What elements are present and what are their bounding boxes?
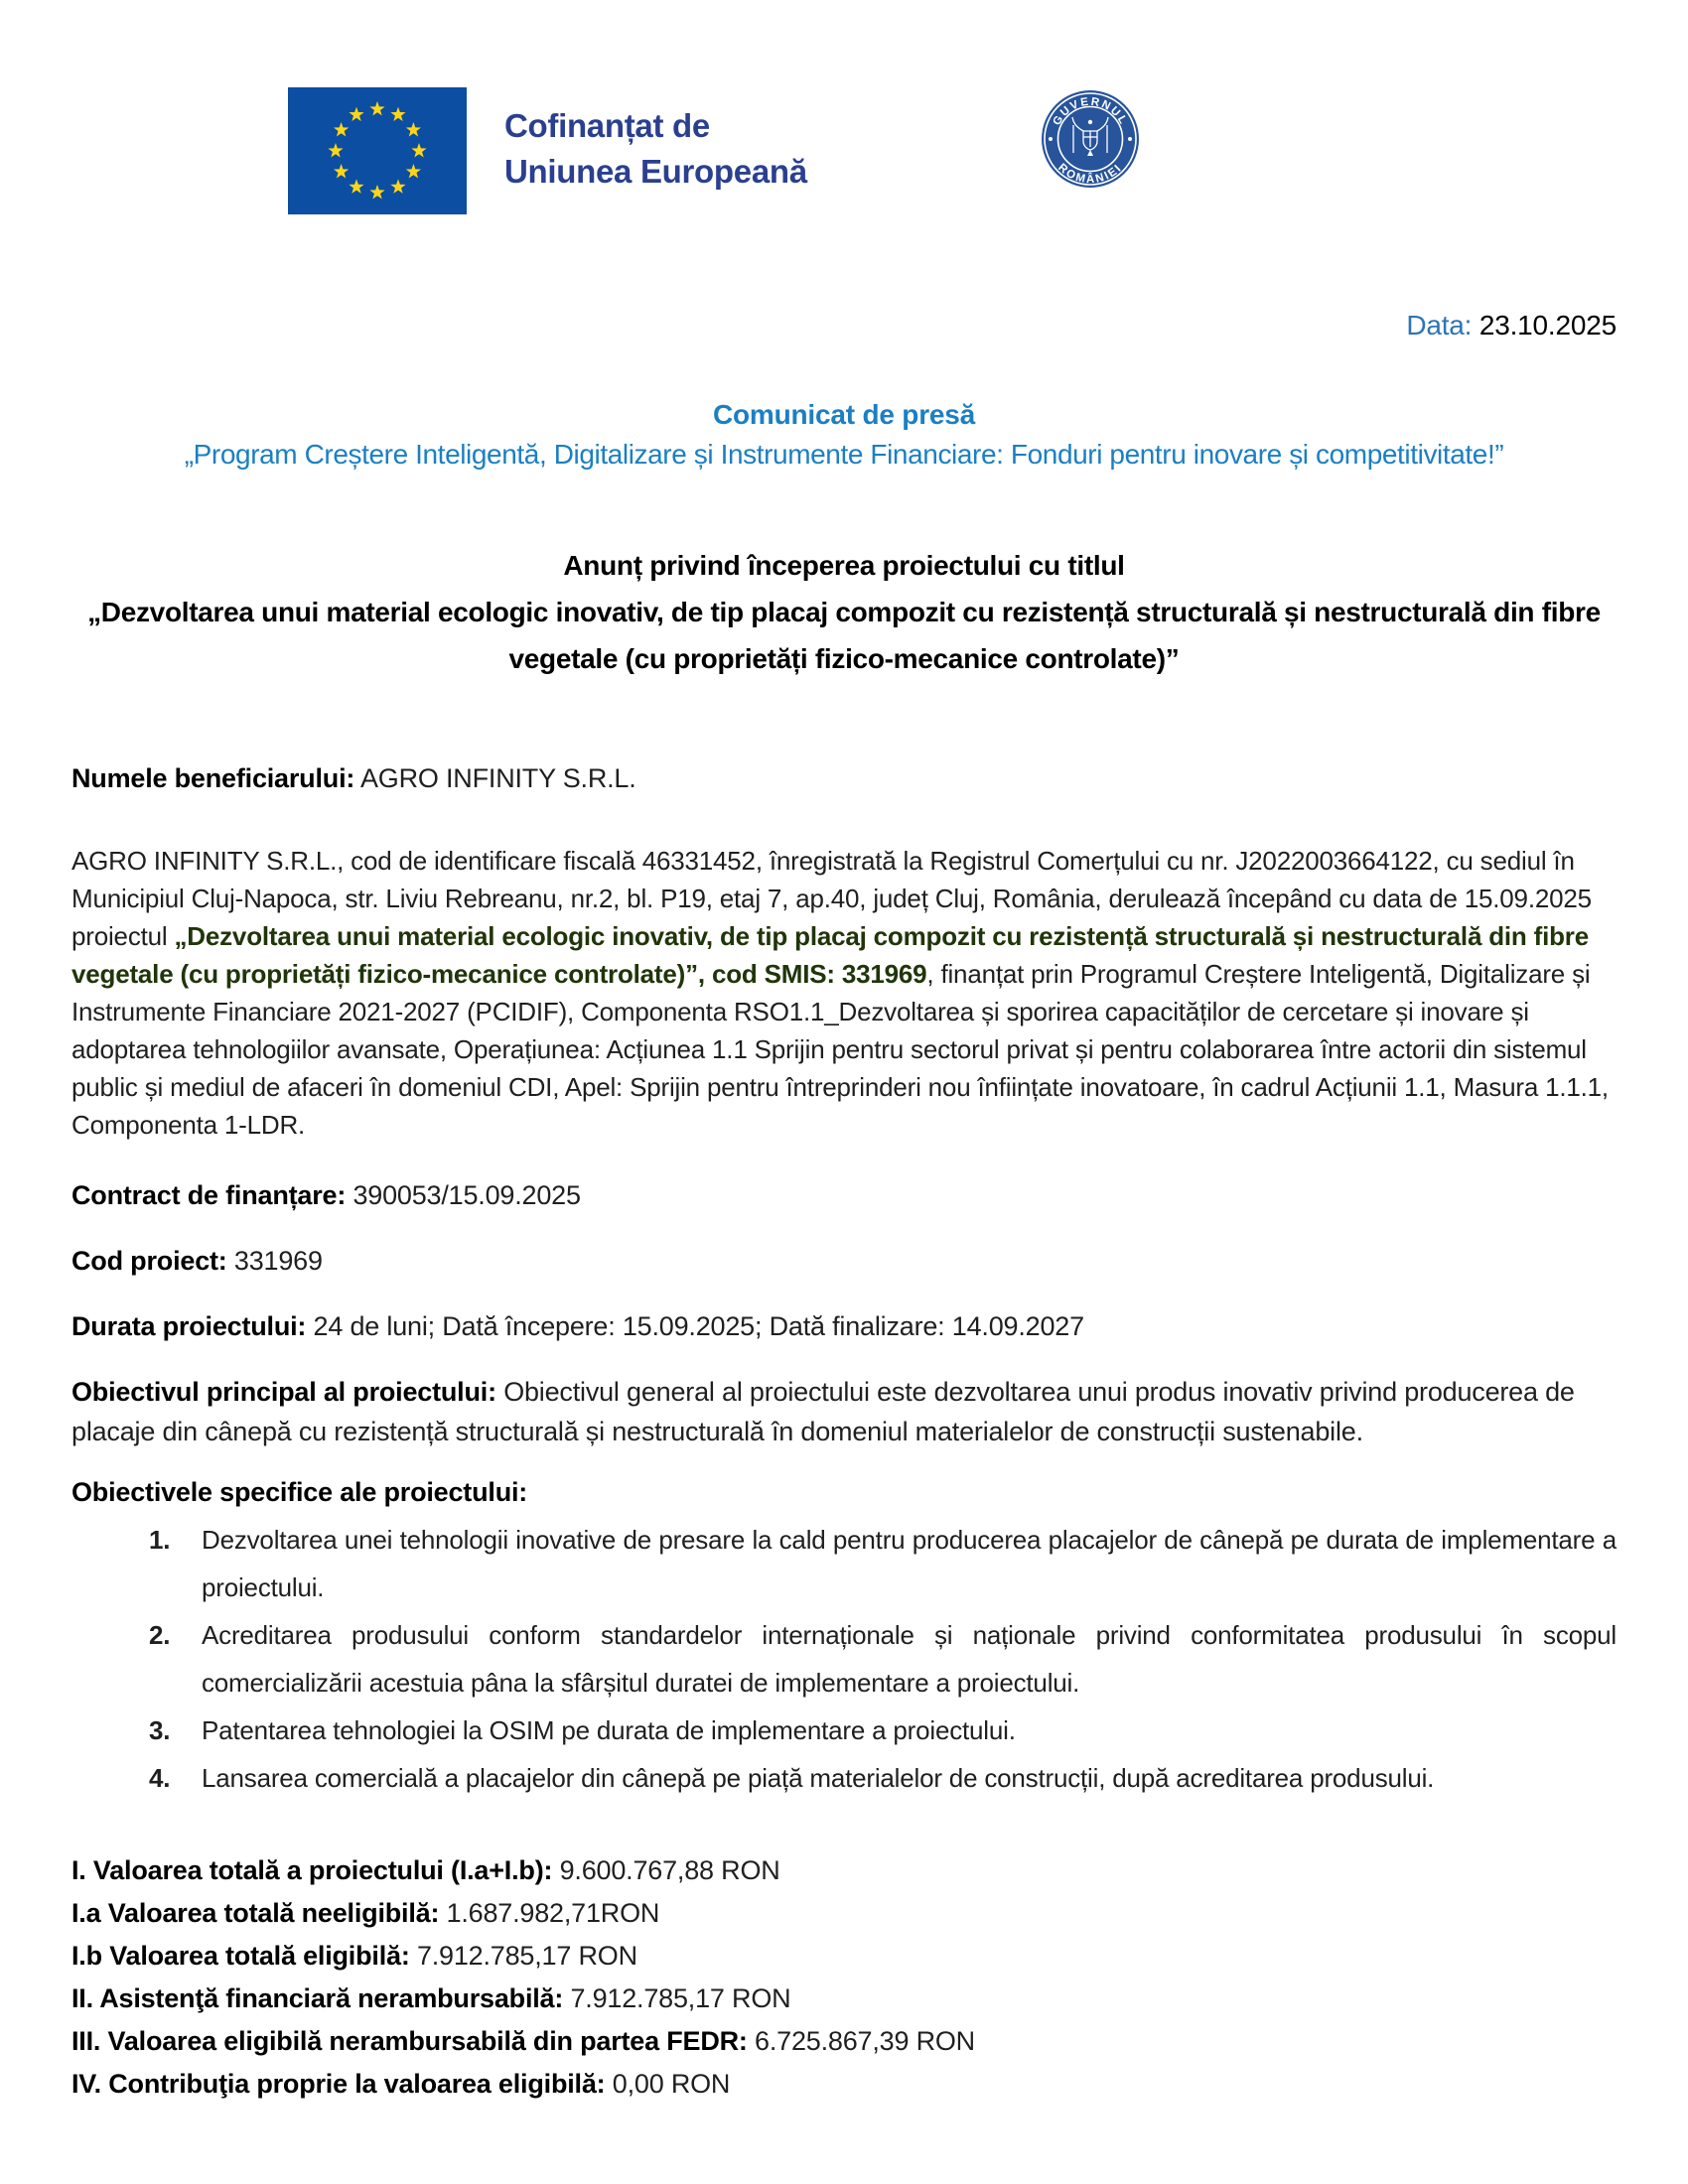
program-subheading: „Program Creștere Inteligentă, Digitalizare și Instrumente Financiare: Fonduri pentru inovare și competitivitate!”: [184, 439, 1504, 470]
intro-paragraph: [71, 842, 1617, 1144]
financial-label-total: I. Valoarea totală a proiectului (I.a+I.b):: [71, 1855, 553, 1885]
objective-text-2: Acreditarea produsului conform standardelor internaționale și naționale privind conformitatea produsului în scopul comercializării acestuia pâna la sfârșitul duratei de implementare a proiectului.: [202, 1620, 1617, 1698]
date-line: [71, 310, 1617, 341]
title-line-1: Anunț privind începerea proiectului cu titlul: [563, 550, 1125, 581]
beneficiary-value: AGRO INFINITY S.R.L.: [359, 763, 636, 793]
date-value: 23.10.2025: [1478, 310, 1617, 341]
financial-row-noneligible: [71, 1892, 1617, 1935]
financial-row-grant: [71, 1978, 1617, 2020]
project-code-row: [71, 1241, 1617, 1281]
financial-value-grant: 7.912.785,17 RON: [570, 1983, 791, 2013]
financial-row-total: [71, 1849, 1617, 1892]
duration-label: Durata proiectului:: [71, 1311, 307, 1341]
intro-text-2: , finanțat prin Programul Creștere Inteligentă, Digitalizare și Instrumente Financiare 2021-2027 (PCIDIF), Componenta RSO1.1_Dezvoltarea și sporirea capacităților de cercetare și inovare și adoptarea tehnologiilor avansate, Operațiunea: Acțiunea 1.1 Sprijin pentru sectorul privat și pentru colaborarea între actorii din sistemul public și mediul de afaceri în domeniul CDI, Apel: Sprijin pentru întreprinderi nou înființate inovatoare, în cadrul Acțiunii 1.1, Masura 1.1.1, Componenta 1-LDR.: [71, 959, 1609, 1140]
financial-row-fedr: [71, 2020, 1617, 2063]
financial-value-noneligible: 1.687.982,71RON: [446, 1898, 660, 1928]
header-logos: [71, 87, 1617, 218]
eu-flag-icon: [288, 87, 467, 214]
announcement-title: [71, 542, 1617, 682]
objective-text-4: Lansarea comercială a placajelor din cânepă pe piață materialelor de construcții, după acreditarea produsului.: [202, 1763, 1435, 1793]
contract-value: 390053/15.09.2025: [352, 1180, 581, 1210]
financial-label-grant: II. Asistenţă financiară nerambursabilă:: [71, 1983, 564, 2013]
objective-number-2: 2.: [149, 1620, 171, 1650]
eu-logo-text: [504, 103, 807, 214]
objective-item-4: [71, 1754, 1617, 1802]
contract-row: [71, 1175, 1617, 1215]
objective-number-1: 1.: [149, 1525, 171, 1555]
gov-seal-bottom-text: ROMÂNIEI: [1055, 161, 1125, 187]
financial-value-total: 9.600.767,88 RON: [559, 1855, 780, 1885]
eu-logo-line1: Cofinanțat de: [504, 107, 710, 144]
duration-row: [71, 1306, 1617, 1346]
project-title-bold: „Dezvoltarea unui material ecologic inovativ, de tip placaj compozit cu rezistență structurală și nestructurală din fibre vegetale (cu proprietăți fizico-mecanice controlate)”, cod SMIS: 331969: [71, 921, 1589, 989]
financial-value-eligible: 7.912.785,17 RON: [416, 1941, 637, 1971]
gov-seal-top-text: GUVERNUL: [1051, 95, 1130, 128]
gov-romania-seal-icon: [1041, 89, 1140, 189]
duration-value: 24 de luni; Dată începere: 15.09.2025; Dată finalizare: 14.09.2027: [313, 1311, 1084, 1341]
eu-logo-line2: Uniunea Europeană: [504, 153, 807, 190]
financial-row-own: [71, 2063, 1617, 2106]
date-label: Data:: [1406, 310, 1473, 341]
project-code-value: 331969: [233, 1246, 323, 1276]
title-line-2: „Dezvoltarea unui material ecologic inovativ, de tip placaj compozit cu rezistență structurală și nestructurală din fibre vegetale (cu proprietăți fizico-mecanice controlate)”: [87, 597, 1601, 674]
contract-label: Contract de finanțare:: [71, 1180, 347, 1210]
financial-label-fedr: III. Valoarea eligibilă nerambursabilă din partea FEDR:: [71, 2026, 748, 2056]
main-objective-label: Obiectivul principal al proiectului:: [71, 1377, 496, 1407]
specific-objectives-heading: Obiectivele specifice ale proiectului:: [71, 1477, 528, 1507]
objective-item-3: [71, 1706, 1617, 1754]
financial-value-fedr: 6.725.867,39 RON: [755, 2026, 975, 2056]
project-code-label: Cod proiect:: [71, 1246, 227, 1276]
objective-number-3: 3.: [149, 1715, 171, 1745]
main-objective-paragraph: [71, 1372, 1617, 1451]
objective-number-4: 4.: [149, 1763, 171, 1793]
financial-value-own: 0,00 RON: [612, 2069, 731, 2099]
objectives-list: [71, 1516, 1617, 1802]
financial-row-eligible: [71, 1935, 1617, 1978]
objective-text-1: Dezvoltarea unei tehnologii inovative de presare la cald pentru producerea placajelor de cânepă pe durata de implementare a proiectului.: [202, 1525, 1617, 1602]
financial-label-noneligible: I.a Valoarea totală neeligibilă:: [71, 1898, 440, 1928]
beneficiary-label: Numele beneficiarului:: [71, 763, 355, 793]
intro-text-1: AGRO INFINITY S.R.L., cod de identificare fiscală 46331452, înregistrată la Registrul Comerțului cu nr. J2022003664122, cu sediul în Municipiul Cluj-Napoca, str. Liviu Rebreanu, nr.2, bl. P19, etaj 7, ap.40, județ Cluj, România, derulează începând cu data de 15.09.2025 proiectul: [71, 846, 1592, 951]
beneficiary-line: [71, 763, 1617, 794]
objective-item-1: [71, 1516, 1617, 1611]
objective-item-2: [71, 1611, 1617, 1706]
financial-label-own: IV. Contribuţia proprie la valoarea eligibilă:: [71, 2069, 606, 2099]
eu-cofunding-logo: [288, 87, 807, 214]
press-release-heading: Comunicat de presă: [712, 399, 976, 430]
objective-text-3: Patentarea tehnologiei la OSIM pe durata de implementare a proiectului.: [202, 1715, 1016, 1745]
financial-label-eligible: I.b Valoarea totală eligibilă:: [71, 1941, 410, 1971]
financials-block: [71, 1849, 1617, 2106]
main-objective-value: Obiectivul general al proiectului este dezvoltarea unui produs inovativ privind producerea de placaje din cânepă cu rezistență structurală și nestructurală în domeniul materialelor de construcții sustenabile.: [71, 1377, 1575, 1446]
